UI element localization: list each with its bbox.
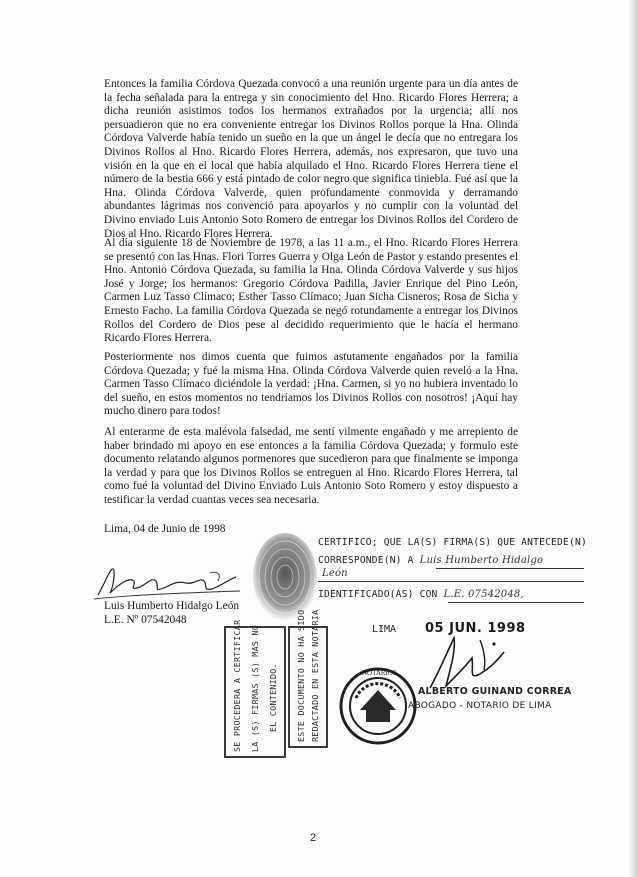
date-line: Lima, 04 de Junio de 1998	[104, 523, 226, 535]
handwritten-signature-left	[90, 555, 260, 605]
signer-name: Luis Humberto Hidalgo León	[104, 600, 240, 612]
paragraph-3: Posteriormente nos dimos cuenta que fuimos astutamente engañados por la familia Córdova Quezada; y fué la misma Hna. Olinda Córdova Valverde quien reveló a la Hna. Carmen Tasso Clímaco diciéndole la verdad: ¡Hna. Carmen, si yo no hubiera inventado lo del sueño, en estos momentos no tendríamos los Divinos Rollos con nosotros! ¡Aquí hay mucho dinero para todos!	[104, 351, 518, 418]
page-edge-shadow	[628, 0, 638, 877]
notary-title: ABOGADO - NOTARIO DE LIMA	[408, 701, 552, 711]
page-number: 2	[310, 832, 317, 844]
paragraph-4: Al enterarme de esta malévola falsedad, me sentí vilmente engañado y me arrepiento de haber brindado mi apoyo en ese entonces a la familia Córdova Quezada; y formulo este documento relatando algunos pormenores que sucedieron para que finalmente se imponga la verdad y para que los Divinos Rollos se entreguen al Hno. Ricardo Flores Herrera, tal como fué la voluntad del Divino Enviado Luis Antonio Soto Romero y estoy dispuesto a testificar la verdad cuantas veces sea necesaria.	[104, 426, 518, 506]
cert-line-2-label: CORRESPONDE(N) A	[318, 555, 414, 566]
stamp-not-drafted	[288, 609, 328, 748]
cert-rule-2	[436, 568, 584, 569]
cert-rule-3	[318, 581, 584, 582]
notary-seal	[338, 666, 418, 746]
stamp-certify-signatures	[224, 619, 286, 758]
notary-name: ALBERTO GUINAND CORREA	[418, 686, 572, 697]
cert-line-3-hand: León	[322, 568, 348, 579]
cert-line-1: CERTIFICO; QUE LA(S) FIRMA(S) QUE ANTECEDE(N)	[318, 537, 587, 548]
signer-id: L.E. Nº 07542048	[104, 613, 187, 626]
stamp-certify-line-3: EL CONTENIDO.	[268, 663, 278, 732]
stamp-certify-line-2: LA (S) FIRMAS (S) MAS NO	[250, 624, 260, 752]
stamp-date: 05 JUN. 1998	[425, 621, 526, 636]
stamp-certify-line-1: SE PROCEDERA A CERTIFICAR	[232, 619, 242, 752]
notary-seal-text: NOTARIOS	[362, 669, 397, 677]
paragraph-1: Entonces la familia Córdova Quezada convocó a una reunión urgente para un día antes de la fecha señalada para la entrega y sin conocimiento del Hno. Ricardo Flores Herrera; a dicha reunión asistimos todos los hermanos extrañados por la urgencia; allí nos persuadieron que no era conveniente entregar los Divinos Rollos porque la Hna. Olinda Córdova Valverde había tenido un sueño en la que un ángel le decía que no entregara los Divinos Rollos al Hno. Ricardo Flores Herrera, además, nos expresaron, que tuvo una visión en la que en el local que había alquilado el Hno. Ricardo Flores Herrera tiene el número de la bestia 666 y está pintado de color negro que significa tiniebla. Fué así que la Hna. Olinda Córdova Valverde, quien profundamente conmovida y derramando abundantes lágrimas nos convenció para apoyarlos y no cumplir con la voluntad del Divino enviado Luis Antonio Soto Romero de entregar los Divinos Rollos del Cordero de Dios al Hno. Ricardo Flores Herrera.	[104, 78, 518, 240]
stamp-not-drafted-line-1: ESTE DOCUMENTO NO HA SIDO	[296, 609, 306, 742]
lima-stamp: LIMA	[372, 624, 397, 635]
cert-line-4-label: IDENTIFICADO(AS) CON	[318, 589, 438, 600]
cert-line-4	[318, 589, 524, 600]
cert-line-2-hand: Luis Humberto Hidalgo	[419, 555, 544, 566]
stamp-not-drafted-line-2: REDACTADO EN ESTA NOTARIA	[310, 609, 320, 742]
cert-line-4-hand: L.E. 07542048,	[443, 589, 524, 600]
cert-line-2	[318, 555, 543, 566]
signer-block	[104, 600, 239, 627]
paragraph-2: Al día siguiente 18 de Noviembre de 1978, a las 11 a.m., el Hno. Ricardo Flores Herrera se presentó con las Hnas. Flori Torres Guerra y Olga León de Pastor y estando presentes el Hno. Antonio Córdova Quezada, su familia la Hna. Olinda Córdova Valverde y sus hijos José y Jorge; los hermanos: Gregorio Córdova Padilla, Javier Enrique del Pino León, Carmen Luz Tasso Clímaco; Esther Tasso Clímaco; Juan Sicha Cisneros; Rosa de Sicha y Ernesto Facho. La familia Córdova Quezada se negó rotundamente a entregar los Divinos Rollos del Cordero de Dios pese al decidido requerimiento que le hacía el hermano Ricardo Flores Herrera.	[104, 237, 518, 345]
cert-rule-4	[448, 602, 584, 603]
